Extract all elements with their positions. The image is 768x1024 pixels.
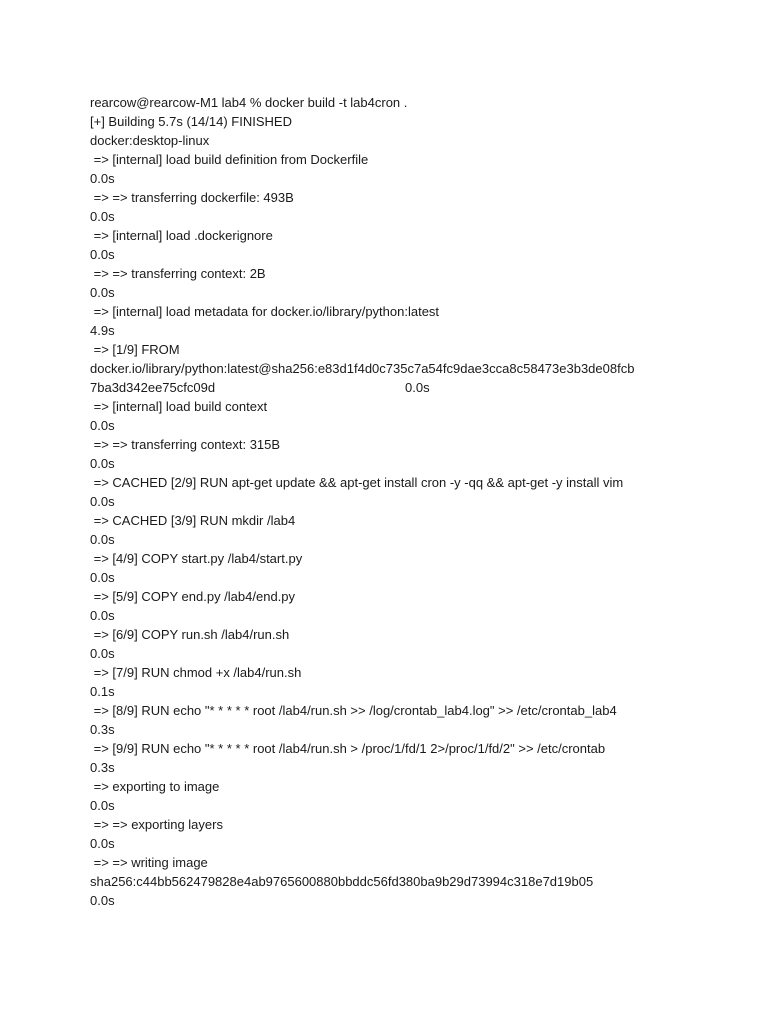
log-line: 0.0s <box>90 494 115 509</box>
log-line: => => transferring context: 315B <box>90 437 281 452</box>
log-line: 0.0s <box>90 285 115 300</box>
log-line: => [5/9] COPY end.py /lab4/end.py <box>90 589 296 604</box>
log-line: => => transferring context: 2B <box>90 266 266 281</box>
log-line: 4.9s <box>90 323 115 338</box>
log-line: 0.0s <box>90 532 115 547</box>
log-line: => CACHED [3/9] RUN mkdir /lab4 <box>90 513 296 528</box>
log-line-split <box>90 378 690 397</box>
log-line: [+] Building 5.7s (14/14) FINISHED <box>90 114 292 129</box>
log-line: 0.3s <box>90 722 115 737</box>
log-line-duration: 0.0s <box>405 380 430 395</box>
log-line: 0.0s <box>90 798 115 813</box>
log-line: rearcow@rearcow-M1 lab4 % docker build -t lab4cron . <box>90 95 408 110</box>
log-line: => [6/9] COPY run.sh /lab4/run.sh <box>90 627 290 642</box>
log-line: 0.1s <box>90 684 115 699</box>
log-line: => [7/9] RUN chmod +x /lab4/run.sh <box>90 665 302 680</box>
log-line: 0.0s <box>90 570 115 585</box>
log-line: => => exporting layers <box>90 817 223 832</box>
log-line: => => writing image <box>90 855 208 870</box>
log-line: => [9/9] RUN echo "* * * * * root /lab4/run.sh > /proc/1/fd/1 2>/proc/1/fd/2" >> /etc/crontab <box>90 741 606 756</box>
log-line: 0.0s <box>90 646 115 661</box>
log-line: 0.0s <box>90 247 115 262</box>
log-line: 0.0s <box>90 418 115 433</box>
log-line: 0.0s <box>90 171 115 186</box>
log-line: => [internal] load build context <box>90 399 268 414</box>
log-line-hash-tail: 7ba3d342ee75cfc09d <box>90 380 216 395</box>
log-line: 0.0s <box>90 836 115 851</box>
log-line: docker.io/library/python:latest@sha256:e83d1f4d0c735c7a54fc9dae3cca8c58473e3b3de08fcb <box>90 361 635 376</box>
log-line: => exporting to image <box>90 779 220 794</box>
log-line: => => transferring dockerfile: 493B <box>90 190 294 205</box>
log-line: => [8/9] RUN echo "* * * * * root /lab4/run.sh >> /log/crontab_lab4.log" >> /etc/crontab_lab4 <box>90 703 617 718</box>
docker-build-log <box>90 93 690 910</box>
log-line: docker:desktop-linux <box>90 133 210 148</box>
log-line: 0.0s <box>90 456 115 471</box>
log-line: => [internal] load build definition from Dockerfile <box>90 152 369 167</box>
log-line: => [internal] load metadata for docker.io/library/python:latest <box>90 304 440 319</box>
log-line: sha256:c44bb562479828e4ab9765600880bbddc56fd380ba9b29d73994c318e7d19b05 <box>90 874 594 889</box>
log-line: 0.3s <box>90 760 115 775</box>
log-line: => [4/9] COPY start.py /lab4/start.py <box>90 551 303 566</box>
log-line: => [internal] load .dockerignore <box>90 228 273 243</box>
log-line: 0.0s <box>90 209 115 224</box>
log-line: => [1/9] FROM <box>90 342 180 357</box>
log-line: 0.0s <box>90 893 115 908</box>
log-line: => CACHED [2/9] RUN apt-get update && apt-get install cron -y -qq && apt-get -y install vim <box>90 475 624 490</box>
log-line: 0.0s <box>90 608 115 623</box>
